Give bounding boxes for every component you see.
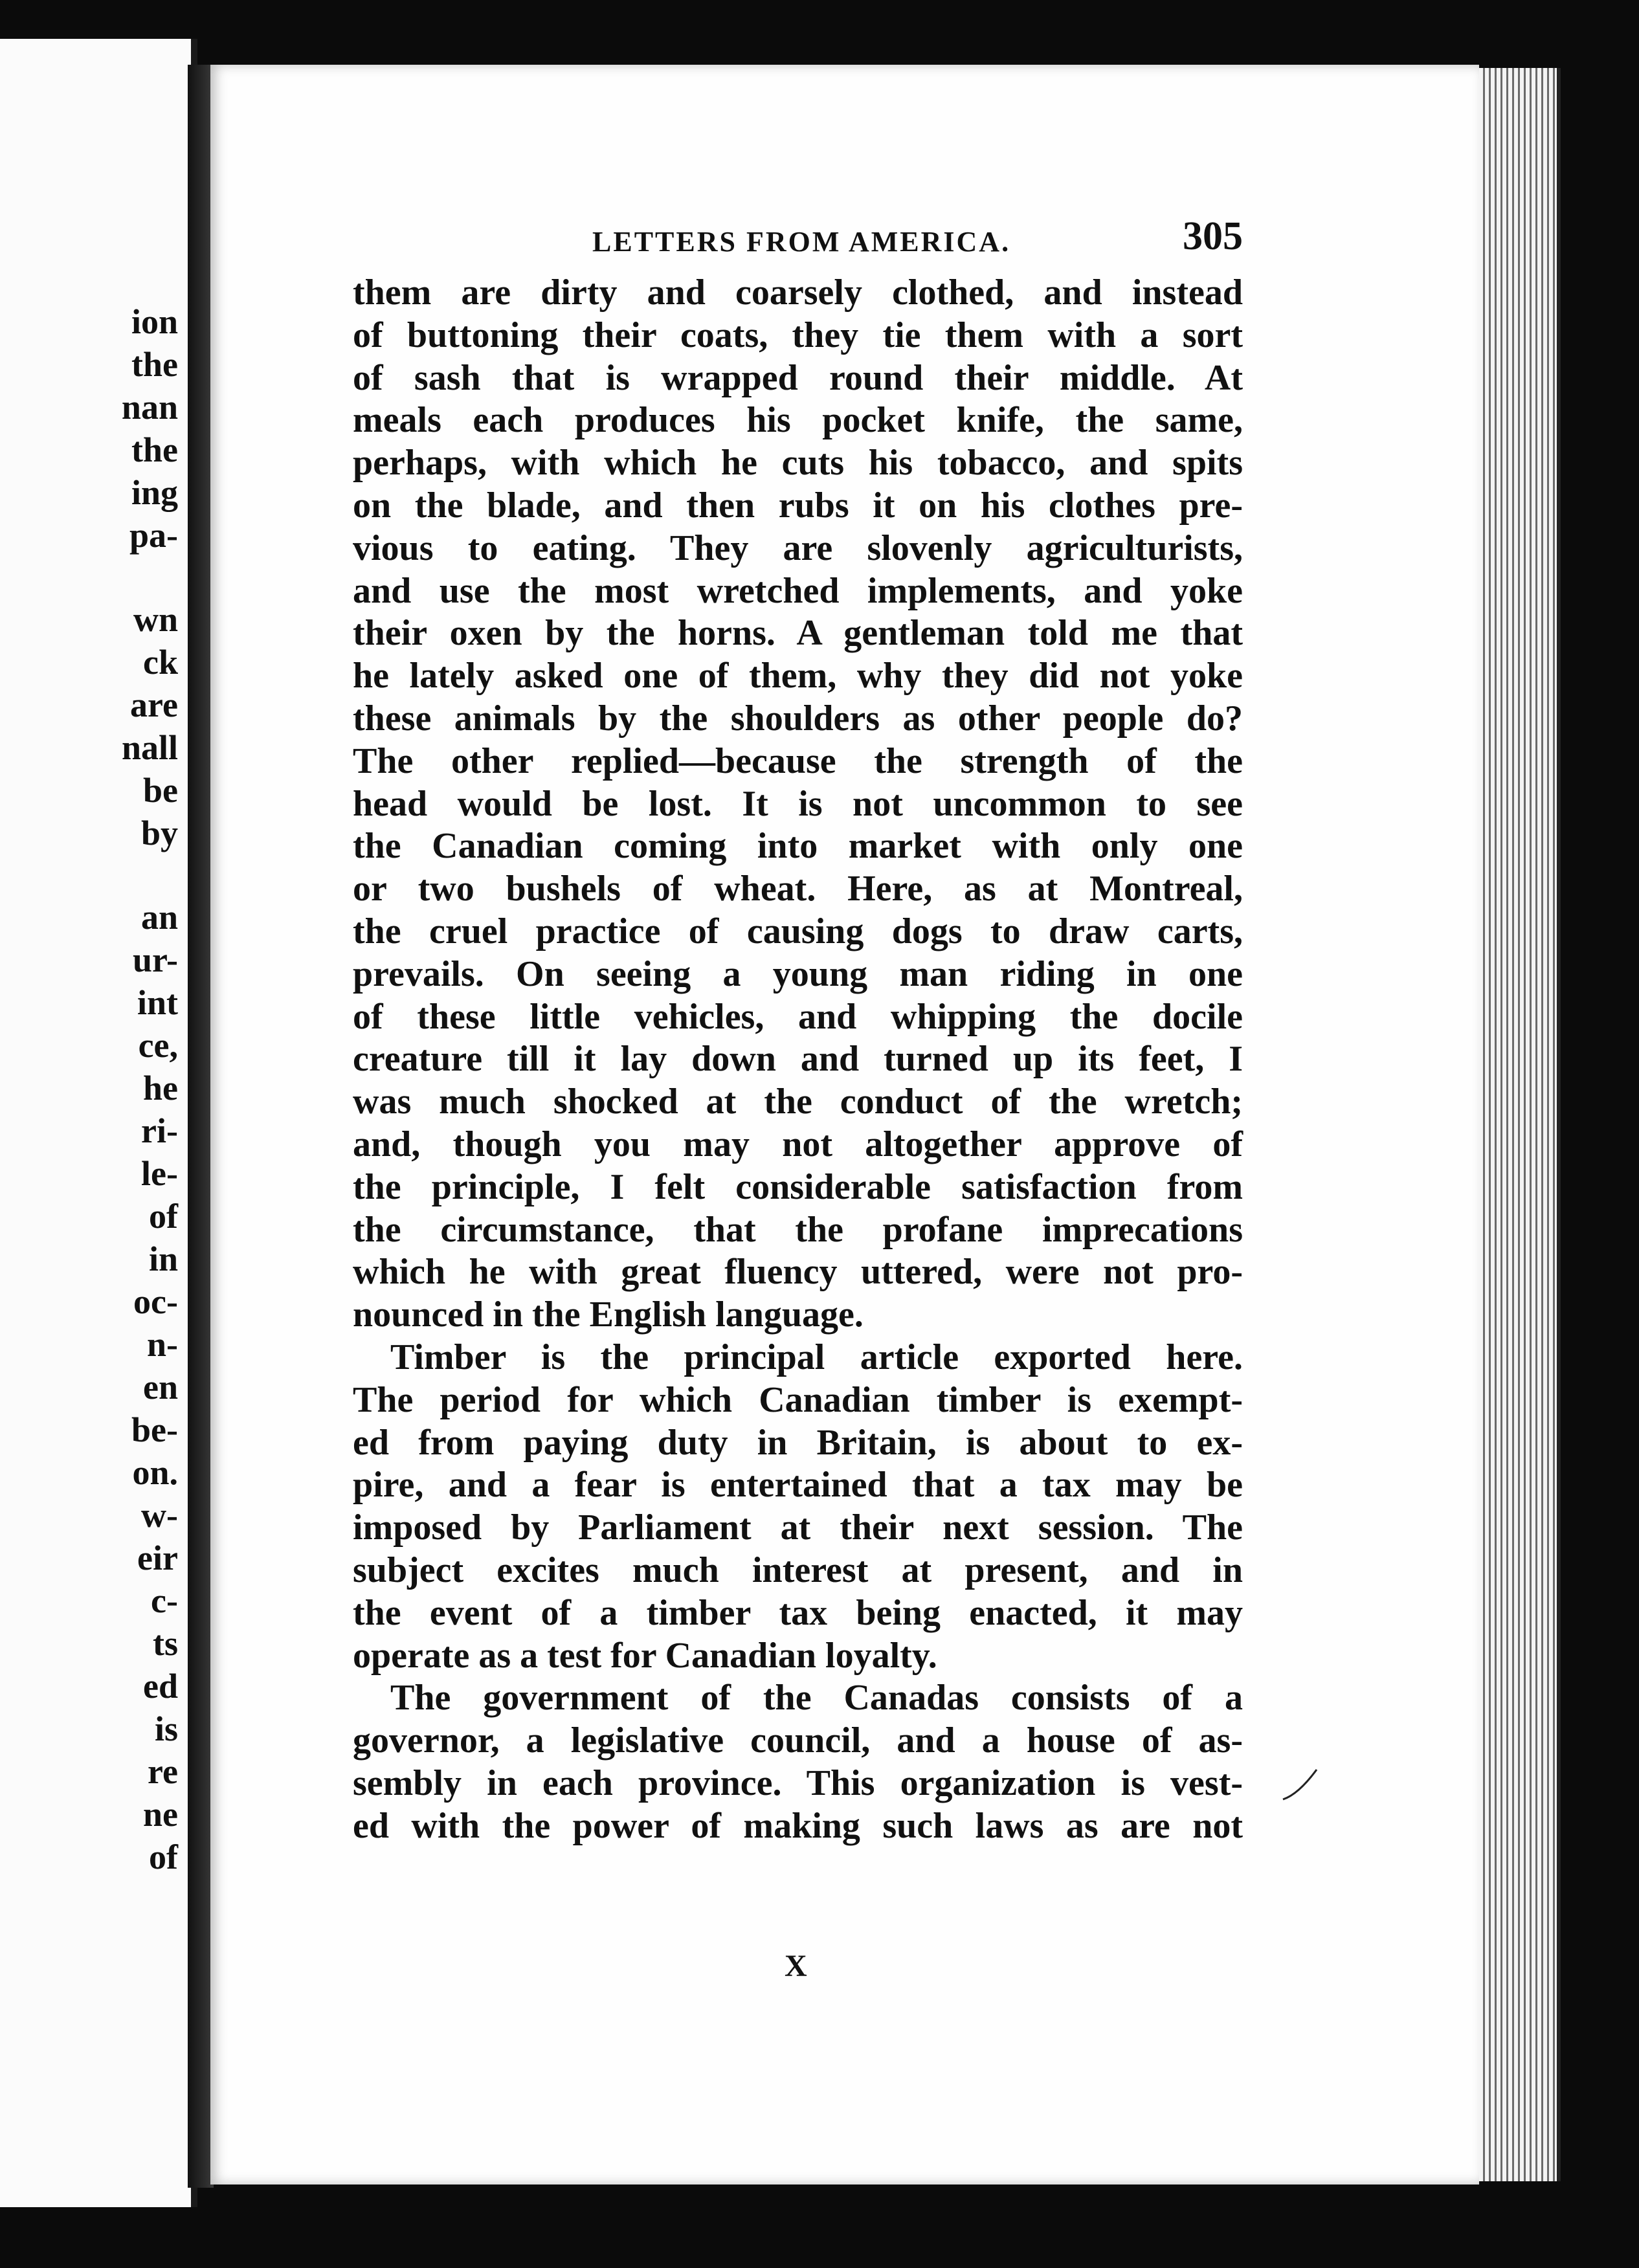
facing-page-fragment: eir	[137, 1539, 178, 1577]
text-line: the event of a timber tax being enacted, it may	[353, 1592, 1243, 1633]
facing-page-fragment: of	[149, 1197, 178, 1236]
text-line: ed with the power of making such laws as are not	[353, 1805, 1243, 1846]
text-line: operate as a test for Canadian loyalty.	[353, 1635, 937, 1676]
facing-page-fragment: the	[131, 345, 178, 384]
text-line: and use the most wretched implements, and yoke	[353, 570, 1243, 611]
book-gutter	[188, 65, 214, 2188]
facing-page-fragment: the	[131, 430, 178, 469]
facing-page-fragment: is	[154, 1709, 178, 1748]
text-line: perhaps, with which he cuts his tobacco, and spits	[353, 443, 1243, 484]
facing-page-fragment: ne	[143, 1795, 178, 1834]
text-line: these animals by the shoulders as other people do?	[353, 698, 1243, 739]
facing-page-fragment: of	[149, 1838, 178, 1876]
facing-page-fragment: are	[130, 685, 178, 724]
text-line: which he with great fluency uttered, were not pro-	[353, 1252, 1243, 1293]
text-line: of these little vehicles, and whipping the docile	[353, 996, 1243, 1037]
text-line: imposed by Parliament at their next session. The	[353, 1507, 1243, 1548]
facing-page-fragment: int	[137, 983, 178, 1022]
text-line: the principle, I felt considerable satisfaction from	[353, 1166, 1243, 1207]
facing-page-fragment: le-	[141, 1154, 178, 1193]
body-text	[353, 272, 1243, 1847]
facing-page-fragment: w-	[141, 1496, 178, 1535]
text-line: them are dirty and coarsely clothed, and instead	[353, 272, 1243, 313]
text-line: The other replied—because the strength of the	[353, 740, 1243, 781]
facing-page-fragment: n-	[146, 1325, 178, 1364]
text-line: governor, a legislative council, and a house of as-	[353, 1720, 1243, 1761]
text-line: of sash that is wrapped round their middle. At	[353, 357, 1243, 398]
text-line: meals each produces his pocket knife, the same,	[353, 400, 1243, 441]
text-line: nounced in the English language.	[353, 1295, 864, 1335]
facing-page-fragment: be	[143, 771, 178, 810]
facing-page-fragment: c-	[151, 1581, 178, 1620]
text-line: head would be lost. It is not uncommon to see	[353, 783, 1243, 824]
text-line: vious to eating. They are slovenly agriculturists,	[353, 528, 1243, 568]
facing-page-fragment: ur-	[133, 940, 178, 979]
running-head	[350, 214, 1243, 265]
facing-page-fragment: on.	[132, 1453, 178, 1492]
facing-page-fragment: re	[148, 1752, 178, 1791]
facing-page-fragment: ed	[143, 1667, 178, 1706]
facing-page-fragment: nall	[121, 728, 178, 767]
facing-page-fragment: en	[143, 1368, 178, 1406]
facing-page-fragment: ing	[131, 473, 178, 512]
text-line: the circumstance, that the profane imprecations	[353, 1209, 1243, 1250]
text-line: was much shocked at the conduct of the wretch;	[353, 1082, 1243, 1122]
text-line: of buttoning their coats, they tie them with a sort	[353, 315, 1243, 355]
text-line: on the blade, and then rubs it on his clothes pre-	[353, 485, 1243, 526]
text-line: sembly in each province. This organization is vest-	[353, 1762, 1243, 1803]
facing-page-fragment: ck	[143, 643, 178, 682]
facing-page-fragment: nan	[121, 388, 178, 427]
facing-page-fragment: he	[143, 1069, 178, 1107]
text-line: the Canadian coming into market with only one	[353, 826, 1243, 867]
facing-page-fragment: wn	[133, 600, 178, 639]
text-line: subject excites much interest at present, and in	[353, 1550, 1243, 1590]
text-line: pire, and a fear is entertained that a tax may be	[353, 1465, 1243, 1506]
facing-page-fragment: be-	[131, 1410, 178, 1449]
facing-page-fragment: in	[148, 1240, 178, 1278]
text-line: and, though you may not altogether approve of	[353, 1124, 1243, 1164]
facing-page-fragment: oc-	[133, 1282, 178, 1321]
facing-page-fragment: ts	[153, 1624, 178, 1663]
facing-page	[0, 39, 197, 2207]
facing-page-fragment: an	[140, 898, 178, 937]
facing-page-fragment: ion	[131, 302, 178, 341]
text-line: prevails. On seeing a young man riding in one	[353, 953, 1243, 994]
signature-mark: X	[785, 1949, 807, 1983]
text-line: The period for which Canadian timber is exempt-	[353, 1379, 1243, 1420]
page-number: 305	[1183, 214, 1243, 258]
pencil-mark-icon	[1280, 1766, 1319, 1805]
text-line: ed from paying duty in Britain, is about to ex-	[353, 1422, 1243, 1463]
running-title: LETTERS FROM AMERICA.	[592, 226, 1011, 258]
text-line: Timber is the principal article exported here.	[390, 1337, 1243, 1377]
text-line: The government of the Canadas consists of a	[390, 1678, 1243, 1718]
text-line: creature till it lay down and turned up its feet, I	[353, 1039, 1243, 1080]
facing-page-fragment: ce,	[138, 1026, 178, 1065]
text-line: he lately asked one of them, why they did not yoke	[353, 656, 1243, 696]
text-line: the cruel practice of causing dogs to draw carts,	[353, 911, 1243, 951]
facing-page-fragment: pa-	[129, 516, 178, 555]
facing-page-fragment: ri-	[141, 1111, 178, 1150]
facing-page-fragment: by	[140, 814, 178, 852]
text-line: or two bushels of wheat. Here, as at Montreal,	[353, 869, 1243, 909]
text-line: their oxen by the horns. A gentleman told me that	[353, 613, 1243, 654]
page-edges	[1479, 68, 1561, 2181]
